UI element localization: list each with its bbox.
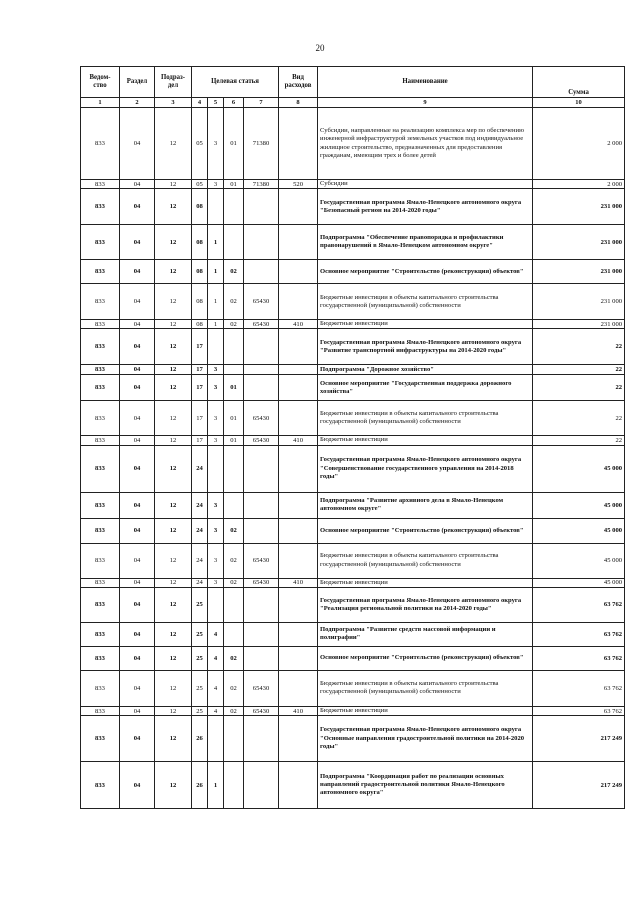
expense-type-cell bbox=[279, 375, 318, 401]
expense-type-cell bbox=[279, 445, 318, 492]
column-number: 1 bbox=[81, 98, 120, 108]
target-subprogram-cell: 1 bbox=[208, 225, 224, 260]
razdel-cell: 04 bbox=[120, 762, 155, 809]
target-activity-cell: 02 bbox=[224, 320, 244, 329]
expense-type-cell bbox=[279, 108, 318, 180]
target-program-cell: 08 bbox=[192, 284, 208, 320]
podrazdel-cell: 12 bbox=[155, 587, 192, 622]
vedomstvo-cell: 833 bbox=[81, 375, 120, 401]
column-number: 7 bbox=[244, 98, 279, 108]
podrazdel-cell: 12 bbox=[155, 518, 192, 543]
target-activity-cell bbox=[224, 225, 244, 260]
podrazdel-cell: 12 bbox=[155, 436, 192, 445]
target-direction-cell: 65430 bbox=[244, 401, 279, 436]
podrazdel-cell: 12 bbox=[155, 543, 192, 578]
vedomstvo-cell: 833 bbox=[81, 587, 120, 622]
target-activity-cell bbox=[224, 622, 244, 646]
razdel-cell: 04 bbox=[120, 670, 155, 706]
vedomstvo-cell: 833 bbox=[81, 225, 120, 260]
target-program-cell: 25 bbox=[192, 670, 208, 706]
amount-cell: 22 bbox=[533, 401, 625, 436]
target-direction-cell: 71380 bbox=[244, 180, 279, 189]
expense-type-cell bbox=[279, 716, 318, 762]
amount-cell: 231 000 bbox=[533, 189, 625, 225]
target-subprogram-cell: 1 bbox=[208, 260, 224, 284]
target-program-cell: 25 bbox=[192, 706, 208, 715]
target-subprogram-cell: 1 bbox=[208, 320, 224, 329]
target-direction-cell: 65430 bbox=[244, 436, 279, 445]
amount-cell: 217 249 bbox=[533, 762, 625, 809]
header-vedomstvo: Ведом-ство bbox=[81, 67, 120, 98]
expense-type-cell bbox=[279, 329, 318, 365]
item-name-cell: Государственная программа Ямало-Ненецкого автономного округа "Развитие транспортной инфраструктуры на 2014-2020 годы" bbox=[318, 329, 533, 365]
podrazdel-cell: 12 bbox=[155, 320, 192, 329]
target-subprogram-cell: 1 bbox=[208, 762, 224, 809]
target-program-cell: 25 bbox=[192, 622, 208, 646]
expense-type-cell bbox=[279, 401, 318, 436]
target-activity-cell bbox=[224, 365, 244, 375]
item-name-cell: Субсидии bbox=[318, 180, 533, 189]
target-activity-cell: 01 bbox=[224, 108, 244, 180]
target-direction-cell: 65430 bbox=[244, 320, 279, 329]
amount-cell: 63 762 bbox=[533, 646, 625, 670]
target-subprogram-cell bbox=[208, 445, 224, 492]
vedomstvo-cell: 833 bbox=[81, 180, 120, 189]
column-number: 6 bbox=[224, 98, 244, 108]
razdel-cell: 04 bbox=[120, 284, 155, 320]
column-number: 2 bbox=[120, 98, 155, 108]
target-subprogram-cell: 3 bbox=[208, 180, 224, 189]
table-row bbox=[81, 180, 625, 189]
table-row bbox=[81, 108, 625, 180]
header-vid-rashodov: Вид расходов bbox=[279, 67, 318, 98]
table-row bbox=[81, 260, 625, 284]
expense-type-cell: 410 bbox=[279, 706, 318, 715]
target-program-cell: 24 bbox=[192, 543, 208, 578]
razdel-cell: 04 bbox=[120, 320, 155, 329]
expense-type-cell bbox=[279, 543, 318, 578]
table-row bbox=[81, 445, 625, 492]
amount-cell: 45 000 bbox=[533, 445, 625, 492]
table-row bbox=[81, 284, 625, 320]
razdel-cell: 04 bbox=[120, 189, 155, 225]
target-direction-cell: 71380 bbox=[244, 108, 279, 180]
table-row bbox=[81, 622, 625, 646]
item-name-cell: Подпрограмма "Развитие архивного дела в Ямало-Ненецком автономном округе" bbox=[318, 492, 533, 518]
target-subprogram-cell: 4 bbox=[208, 670, 224, 706]
podrazdel-cell: 12 bbox=[155, 706, 192, 715]
item-name-cell: Основное мероприятие "Строительство (реконструкция) объектов" bbox=[318, 260, 533, 284]
razdel-cell: 04 bbox=[120, 578, 155, 587]
target-activity-cell: 02 bbox=[224, 260, 244, 284]
target-activity-cell: 02 bbox=[224, 578, 244, 587]
target-subprogram-cell: 4 bbox=[208, 622, 224, 646]
header-celevaya-statya: Целевая статья bbox=[192, 67, 279, 98]
target-subprogram-cell: 3 bbox=[208, 436, 224, 445]
target-direction-cell bbox=[244, 445, 279, 492]
header-naimenovanie: Наименование bbox=[318, 67, 533, 98]
table-row bbox=[81, 670, 625, 706]
podrazdel-cell: 12 bbox=[155, 284, 192, 320]
expense-type-cell: 410 bbox=[279, 436, 318, 445]
target-program-cell: 05 bbox=[192, 180, 208, 189]
razdel-cell: 04 bbox=[120, 225, 155, 260]
target-program-cell: 08 bbox=[192, 189, 208, 225]
vedomstvo-cell: 833 bbox=[81, 518, 120, 543]
target-activity-cell: 01 bbox=[224, 375, 244, 401]
razdel-cell: 04 bbox=[120, 587, 155, 622]
table-row bbox=[81, 436, 625, 445]
vedomstvo-cell: 833 bbox=[81, 646, 120, 670]
target-activity-cell: 02 bbox=[224, 670, 244, 706]
expense-type-cell bbox=[279, 622, 318, 646]
expense-type-cell bbox=[279, 762, 318, 809]
target-direction-cell: 65430 bbox=[244, 578, 279, 587]
item-name-cell: Государственная программа Ямало-Ненецкого автономного округа "Основные направления градостроительной политики на 2014-2020 годы" bbox=[318, 716, 533, 762]
podrazdel-cell: 12 bbox=[155, 108, 192, 180]
table-row bbox=[81, 716, 625, 762]
target-program-cell: 26 bbox=[192, 762, 208, 809]
amount-cell: 22 bbox=[533, 436, 625, 445]
target-program-cell: 24 bbox=[192, 492, 208, 518]
table-row bbox=[81, 329, 625, 365]
target-program-cell: 08 bbox=[192, 260, 208, 284]
column-number: 4 bbox=[192, 98, 208, 108]
target-subprogram-cell bbox=[208, 716, 224, 762]
podrazdel-cell: 12 bbox=[155, 492, 192, 518]
amount-cell: 45 000 bbox=[533, 518, 625, 543]
table-row bbox=[81, 225, 625, 260]
vedomstvo-cell: 833 bbox=[81, 401, 120, 436]
target-activity-cell bbox=[224, 492, 244, 518]
razdel-cell: 04 bbox=[120, 445, 155, 492]
razdel-cell: 04 bbox=[120, 375, 155, 401]
table-row bbox=[81, 320, 625, 329]
amount-cell: 63 762 bbox=[533, 670, 625, 706]
target-direction-cell: 65430 bbox=[244, 284, 279, 320]
item-name-cell: Основное мероприятие "Строительство (реконструкция) объектов" bbox=[318, 518, 533, 543]
table-row bbox=[81, 587, 625, 622]
target-subprogram-cell: 3 bbox=[208, 518, 224, 543]
expense-type-cell: 410 bbox=[279, 578, 318, 587]
razdel-cell: 04 bbox=[120, 716, 155, 762]
target-activity-cell: 01 bbox=[224, 436, 244, 445]
razdel-cell: 04 bbox=[120, 365, 155, 375]
target-program-cell: 08 bbox=[192, 320, 208, 329]
vedomstvo-cell: 833 bbox=[81, 706, 120, 715]
razdel-cell: 04 bbox=[120, 401, 155, 436]
expense-type-cell bbox=[279, 646, 318, 670]
vedomstvo-cell: 833 bbox=[81, 492, 120, 518]
vedomstvo-cell: 833 bbox=[81, 445, 120, 492]
target-activity-cell: 01 bbox=[224, 180, 244, 189]
target-subprogram-cell: 3 bbox=[208, 492, 224, 518]
table-row bbox=[81, 706, 625, 715]
podrazdel-cell: 12 bbox=[155, 375, 192, 401]
target-activity-cell bbox=[224, 716, 244, 762]
target-subprogram-cell bbox=[208, 329, 224, 365]
target-activity-cell: 01 bbox=[224, 401, 244, 436]
target-program-cell: 17 bbox=[192, 401, 208, 436]
amount-cell: 45 000 bbox=[533, 543, 625, 578]
target-program-cell: 25 bbox=[192, 646, 208, 670]
target-activity-cell: 02 bbox=[224, 543, 244, 578]
table-row bbox=[81, 375, 625, 401]
item-name-cell: Государственная программа Ямало-Ненецкого автономного округа "Реализация региональной политики на 2014-2020 годы" bbox=[318, 587, 533, 622]
vedomstvo-cell: 833 bbox=[81, 260, 120, 284]
target-activity-cell: 02 bbox=[224, 284, 244, 320]
target-program-cell: 24 bbox=[192, 445, 208, 492]
target-program-cell: 17 bbox=[192, 329, 208, 365]
target-subprogram-cell: 3 bbox=[208, 108, 224, 180]
table-row bbox=[81, 646, 625, 670]
expense-type-cell bbox=[279, 260, 318, 284]
amount-cell: 45 000 bbox=[533, 492, 625, 518]
item-name-cell: Бюджетные инвестиции bbox=[318, 578, 533, 587]
item-name-cell: Подпрограмма "Координация работ по реализации основных направлений градостроительной политики Ямало-Ненецкого автономного округа" bbox=[318, 762, 533, 809]
target-direction-cell bbox=[244, 622, 279, 646]
vedomstvo-cell: 833 bbox=[81, 436, 120, 445]
header-razdel: Раздел bbox=[120, 67, 155, 98]
target-direction-cell bbox=[244, 329, 279, 365]
target-activity-cell bbox=[224, 762, 244, 809]
vedomstvo-cell: 833 bbox=[81, 320, 120, 329]
target-subprogram-cell: 1 bbox=[208, 284, 224, 320]
item-name-cell: Бюджетные инвестиции bbox=[318, 320, 533, 329]
item-name-cell: Бюджетные инвестиции в объекты капитального строительства государственной (муниципальной) собственности bbox=[318, 543, 533, 578]
amount-cell: 63 762 bbox=[533, 587, 625, 622]
podrazdel-cell: 12 bbox=[155, 646, 192, 670]
expense-type-cell: 410 bbox=[279, 320, 318, 329]
target-direction-cell bbox=[244, 646, 279, 670]
target-direction-cell bbox=[244, 260, 279, 284]
expense-type-cell bbox=[279, 284, 318, 320]
target-direction-cell: 65430 bbox=[244, 706, 279, 715]
header-summa: Сумма bbox=[533, 67, 625, 98]
amount-cell: 231 000 bbox=[533, 320, 625, 329]
target-activity-cell bbox=[224, 329, 244, 365]
column-number: 9 bbox=[318, 98, 533, 108]
target-subprogram-cell: 3 bbox=[208, 401, 224, 436]
amount-cell: 22 bbox=[533, 375, 625, 401]
target-program-cell: 24 bbox=[192, 518, 208, 543]
amount-cell: 22 bbox=[533, 329, 625, 365]
podrazdel-cell: 12 bbox=[155, 762, 192, 809]
item-name-cell: Подпрограмма "Развитие средств массовой информации и полиграфии" bbox=[318, 622, 533, 646]
item-name-cell: Основное мероприятие "Строительство (реконструкция) объектов" bbox=[318, 646, 533, 670]
target-direction-cell bbox=[244, 762, 279, 809]
target-subprogram-cell: 3 bbox=[208, 375, 224, 401]
target-subprogram-cell bbox=[208, 189, 224, 225]
target-activity-cell: 02 bbox=[224, 518, 244, 543]
vedomstvo-cell: 833 bbox=[81, 716, 120, 762]
item-name-cell: Бюджетные инвестиции в объекты капитального строительства государственной (муниципальной) собственности bbox=[318, 670, 533, 706]
target-activity-cell: 02 bbox=[224, 646, 244, 670]
vedomstvo-cell: 833 bbox=[81, 329, 120, 365]
podrazdel-cell: 12 bbox=[155, 189, 192, 225]
item-name-cell: Бюджетные инвестиции в объекты капитального строительства государственной (муниципальной) собственности bbox=[318, 401, 533, 436]
amount-cell: 22 bbox=[533, 365, 625, 375]
item-name-cell: Бюджетные инвестиции bbox=[318, 706, 533, 715]
razdel-cell: 04 bbox=[120, 646, 155, 670]
amount-cell: 45 000 bbox=[533, 578, 625, 587]
item-name-cell: Государственная программа Ямало-Ненецкого автономного округа "Совершенствование государственного управления на 2014-2018 годы" bbox=[318, 445, 533, 492]
amount-cell: 2 000 bbox=[533, 180, 625, 189]
target-direction-cell bbox=[244, 518, 279, 543]
budget-table bbox=[80, 66, 625, 809]
target-direction-cell bbox=[244, 375, 279, 401]
target-program-cell: 17 bbox=[192, 375, 208, 401]
expense-type-cell bbox=[279, 518, 318, 543]
expense-type-cell bbox=[279, 365, 318, 375]
razdel-cell: 04 bbox=[120, 518, 155, 543]
item-name-cell: Основное мероприятие "Государственная поддержка дорожного хозяйства" bbox=[318, 375, 533, 401]
target-direction-cell bbox=[244, 492, 279, 518]
amount-cell: 2 000 bbox=[533, 108, 625, 180]
podrazdel-cell: 12 bbox=[155, 622, 192, 646]
target-subprogram-cell: 3 bbox=[208, 365, 224, 375]
vedomstvo-cell: 833 bbox=[81, 284, 120, 320]
amount-cell: 231 000 bbox=[533, 260, 625, 284]
target-direction-cell bbox=[244, 189, 279, 225]
vedomstvo-cell: 833 bbox=[81, 543, 120, 578]
podrazdel-cell: 12 bbox=[155, 670, 192, 706]
amount-cell: 63 762 bbox=[533, 622, 625, 646]
item-name-cell: Бюджетные инвестиции bbox=[318, 436, 533, 445]
target-direction-cell bbox=[244, 716, 279, 762]
podrazdel-cell: 12 bbox=[155, 329, 192, 365]
page-number: 20 bbox=[315, 43, 325, 53]
podrazdel-cell: 12 bbox=[155, 180, 192, 189]
razdel-cell: 04 bbox=[120, 622, 155, 646]
expense-type-cell: 520 bbox=[279, 180, 318, 189]
item-name-cell: Государственная программа Ямало-Ненецкого автономного округа "Безопасный регион на 2014-2020 годы" bbox=[318, 189, 533, 225]
table-row bbox=[81, 518, 625, 543]
table-row bbox=[81, 578, 625, 587]
table-row bbox=[81, 492, 625, 518]
target-activity-cell bbox=[224, 189, 244, 225]
target-program-cell: 26 bbox=[192, 716, 208, 762]
target-direction-cell: 65430 bbox=[244, 670, 279, 706]
item-name-cell: Подпрограмма "Обеспечение правопорядка и профилактики правонарушений в Ямало-Ненецком автономном округе" bbox=[318, 225, 533, 260]
expense-type-cell bbox=[279, 670, 318, 706]
podrazdel-cell: 12 bbox=[155, 716, 192, 762]
table-row bbox=[81, 762, 625, 809]
table-row bbox=[81, 401, 625, 436]
podrazdel-cell: 12 bbox=[155, 260, 192, 284]
podrazdel-cell: 12 bbox=[155, 365, 192, 375]
header-podrazdel: Подраз-дел bbox=[155, 67, 192, 98]
table-row bbox=[81, 365, 625, 375]
target-subprogram-cell: 3 bbox=[208, 543, 224, 578]
podrazdel-cell: 12 bbox=[155, 445, 192, 492]
table-row bbox=[81, 189, 625, 225]
target-program-cell: 08 bbox=[192, 225, 208, 260]
column-number: 8 bbox=[279, 98, 318, 108]
expense-type-cell bbox=[279, 492, 318, 518]
column-number-row bbox=[81, 98, 625, 108]
razdel-cell: 04 bbox=[120, 492, 155, 518]
target-direction-cell bbox=[244, 365, 279, 375]
target-subprogram-cell bbox=[208, 587, 224, 622]
vedomstvo-cell: 833 bbox=[81, 108, 120, 180]
expense-type-cell bbox=[279, 189, 318, 225]
item-name-cell: Субсидии, направленные на реализацию комплекса мер по обеспечению инженерной инфраструктурой земельных участков под индивидуальное жилищное строительство, предназначенных для предоставления гражданам, имеющим трех и более детей bbox=[318, 108, 533, 180]
razdel-cell: 04 bbox=[120, 329, 155, 365]
podrazdel-cell: 12 bbox=[155, 401, 192, 436]
vedomstvo-cell: 833 bbox=[81, 762, 120, 809]
vedomstvo-cell: 833 bbox=[81, 189, 120, 225]
target-activity-cell bbox=[224, 445, 244, 492]
target-direction-cell bbox=[244, 587, 279, 622]
expense-type-cell bbox=[279, 225, 318, 260]
target-subprogram-cell: 3 bbox=[208, 578, 224, 587]
target-program-cell: 17 bbox=[192, 436, 208, 445]
target-program-cell: 17 bbox=[192, 365, 208, 375]
target-direction-cell: 65430 bbox=[244, 543, 279, 578]
podrazdel-cell: 12 bbox=[155, 225, 192, 260]
target-program-cell: 24 bbox=[192, 578, 208, 587]
podrazdel-cell: 12 bbox=[155, 578, 192, 587]
target-activity-cell: 02 bbox=[224, 706, 244, 715]
vedomstvo-cell: 833 bbox=[81, 578, 120, 587]
target-subprogram-cell: 4 bbox=[208, 646, 224, 670]
razdel-cell: 04 bbox=[120, 706, 155, 715]
target-activity-cell bbox=[224, 587, 244, 622]
razdel-cell: 04 bbox=[120, 180, 155, 189]
target-direction-cell bbox=[244, 225, 279, 260]
item-name-cell: Подпрограмма "Дорожное хозяйство" bbox=[318, 365, 533, 375]
table-row bbox=[81, 543, 625, 578]
razdel-cell: 04 bbox=[120, 108, 155, 180]
razdel-cell: 04 bbox=[120, 260, 155, 284]
expense-type-cell bbox=[279, 587, 318, 622]
amount-cell: 217 249 bbox=[533, 716, 625, 762]
vedomstvo-cell: 833 bbox=[81, 622, 120, 646]
column-number: 10 bbox=[533, 98, 625, 108]
razdel-cell: 04 bbox=[120, 543, 155, 578]
amount-cell: 63 762 bbox=[533, 706, 625, 715]
amount-cell: 231 000 bbox=[533, 225, 625, 260]
target-subprogram-cell: 4 bbox=[208, 706, 224, 715]
vedomstvo-cell: 833 bbox=[81, 670, 120, 706]
table-body bbox=[81, 108, 625, 809]
vedomstvo-cell: 833 bbox=[81, 365, 120, 375]
target-program-cell: 25 bbox=[192, 587, 208, 622]
target-program-cell: 05 bbox=[192, 108, 208, 180]
amount-cell: 231 000 bbox=[533, 284, 625, 320]
column-number: 3 bbox=[155, 98, 192, 108]
razdel-cell: 04 bbox=[120, 436, 155, 445]
column-number: 5 bbox=[208, 98, 224, 108]
item-name-cell: Бюджетные инвестиции в объекты капитального строительства государственной (муниципальной) собственности bbox=[318, 284, 533, 320]
